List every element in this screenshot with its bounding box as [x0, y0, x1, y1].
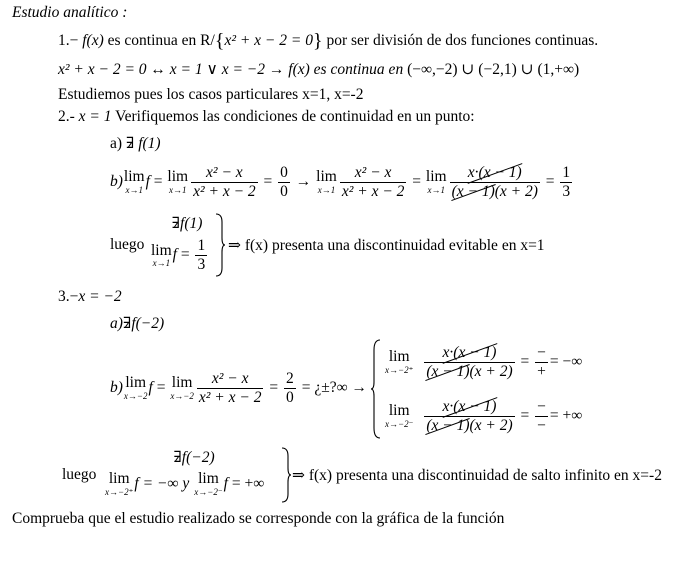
eq-sign: = — [516, 353, 534, 370]
lim-sub: x→1 — [427, 184, 445, 195]
eq-sign: = — [149, 173, 167, 190]
line2-eq: x² + x − 2 = 0 ↔ x = 1 ∨ x = −2 → f(x) — [58, 61, 310, 78]
eq-sign: = — [516, 407, 534, 424]
side-limit-minus — [384, 394, 582, 438]
cond-expr: f(1) — [180, 215, 203, 232]
fraction-one-third — [560, 164, 572, 201]
case2-b — [110, 366, 367, 410]
case1-num: 2.- — [58, 108, 75, 125]
frac-num: x² − x — [197, 370, 264, 389]
fraction-zero-zero — [278, 164, 290, 201]
case2-a-expr: f(−2) — [131, 315, 165, 332]
frac-den — [424, 417, 514, 435]
fraction-rational — [191, 164, 258, 201]
lim-word: lim — [151, 241, 172, 259]
frac-den: x² + x − 2 — [198, 388, 262, 406]
limit-x-to-minus2-b — [170, 375, 194, 401]
set-brace-close: } — [312, 30, 323, 52]
cond-limit — [150, 237, 214, 274]
case2-mid: = ¿±?∞ → — [301, 379, 368, 396]
fraction-one-third — [195, 237, 207, 274]
limit-x-to-1-c — [316, 169, 337, 195]
lim-sub: x→1 — [152, 258, 171, 269]
frac-den: 0 — [280, 182, 288, 200]
case2-a — [110, 314, 164, 333]
left-brace-icon — [370, 338, 382, 440]
case2-a-label: a) — [110, 315, 123, 332]
line1-fx: f(x) — [82, 32, 104, 49]
limit-left — [385, 403, 413, 429]
line1-text-b: por ser división de dos funciones continuas. — [326, 32, 599, 49]
lim-sub: x→1 — [168, 184, 187, 195]
f-symbol: f — [148, 379, 153, 396]
f-symbol: f — [172, 246, 177, 264]
limit-right — [385, 349, 413, 375]
case1-a-expr: f(1) — [138, 135, 161, 152]
lim-sub: x→−2 — [123, 390, 148, 401]
cond-text-1: = −∞ y — [142, 474, 190, 492]
cond-expr: f(−2) — [181, 449, 215, 466]
cond-not-exists — [150, 214, 214, 233]
remaining-factor: (x + 2) — [469, 362, 513, 380]
frac-den: + — [537, 362, 546, 380]
line-2 — [58, 60, 579, 79]
frac-den: 3 — [562, 182, 571, 200]
fraction-rational-2 — [340, 164, 407, 201]
result-minus-infinity: = −∞ — [549, 353, 583, 370]
case1-b-label: b) — [110, 173, 123, 190]
lim-sub: x→1 — [125, 184, 143, 195]
frac-num: x² − x — [191, 164, 258, 183]
lim-word: lim — [125, 374, 147, 392]
eq-sign: = — [265, 379, 282, 396]
eq-sign: = — [259, 173, 277, 190]
lim-word: lim — [425, 168, 447, 186]
frac-num: x² − x — [340, 164, 407, 183]
side-limit-plus — [384, 340, 582, 384]
footer-text: Comprueba que el estudio realizado se corresponde con la gráfica de la función — [12, 510, 505, 527]
frac-num — [450, 164, 540, 183]
limit-x-to-1 — [124, 169, 145, 195]
case2-b-label: b) — [110, 379, 123, 396]
line1-num: 1.− — [58, 32, 79, 49]
limit-x-to-1-d — [426, 169, 447, 195]
frac-den: − — [537, 416, 546, 434]
case2-var: x = −2 — [78, 288, 122, 305]
not-exists-icon: ∃ — [171, 215, 181, 232]
case2-luego-conditions — [104, 448, 284, 497]
case1-title — [58, 108, 475, 126]
lim-sub: x→1 — [317, 184, 336, 195]
cancelled-factor: x·(x − 1) — [467, 163, 522, 181]
fraction-factored — [450, 164, 540, 201]
case2-luego: luego — [62, 466, 97, 483]
limit-left — [194, 471, 222, 497]
remaining-factor: (x + 2) — [494, 182, 538, 200]
arrow: → — [291, 173, 316, 190]
frac-num: 1 — [562, 163, 571, 181]
frac-den: x² + x − 2 — [193, 182, 256, 200]
line1-set: x² + x − 2 = 0 — [224, 32, 313, 49]
frac-den: 0 — [285, 388, 294, 406]
lim-word: lim — [123, 168, 145, 186]
f-symbol: f — [134, 474, 139, 492]
heading-text: Estudio analítico — [12, 4, 119, 21]
eq-sign: = — [152, 379, 170, 396]
lim-sub: x→−2 — [170, 390, 194, 401]
cancelled-factor: (x − 1) — [451, 182, 495, 200]
frac-num: − — [537, 397, 546, 415]
lim-word: lim — [316, 168, 337, 186]
set-brace: { — [214, 30, 225, 52]
not-exists-icon: ∃ — [173, 449, 182, 466]
frac-den — [424, 363, 514, 381]
eq-sign: = — [541, 173, 559, 190]
cond-side-limits — [104, 471, 284, 497]
line1-text-a: es continua en R/ — [107, 32, 215, 49]
case2-conclusion: ⇒ f(x) presenta una discontinuidad de salto infinito en x=-2 — [292, 467, 662, 484]
lim-sub: x→−2⁻ — [385, 418, 414, 429]
frac-num — [424, 344, 514, 363]
case1-text: Verifiquemos las condiciones de continuidad en un punto: — [115, 108, 475, 125]
frac-num: 1 — [197, 237, 206, 254]
f-symbol: f — [223, 474, 228, 492]
not-exists-icon: ∃ — [125, 135, 135, 152]
limit-x-to-1-b — [167, 169, 188, 195]
lim-sub: x→−2⁺ — [385, 364, 414, 375]
line-1 — [58, 30, 598, 53]
result-plus-infinity: = +∞ — [549, 407, 583, 424]
line2-intervals: (−∞,−2) ∪ (−2,1) ∪ (1,+∞) — [407, 61, 580, 78]
case2-title — [58, 288, 122, 306]
frac-den: x² + x − 2 — [341, 182, 405, 200]
fraction-signs — [535, 398, 548, 435]
right-brace-icon — [280, 446, 292, 504]
case1-var: x = 1 — [78, 108, 112, 125]
remaining-factor: (x + 2) — [469, 416, 513, 434]
fraction-signs — [535, 344, 548, 381]
lim-word: lim — [108, 470, 130, 487]
fraction-rational — [197, 370, 264, 407]
frac-num: 2 — [285, 369, 294, 387]
lim-word: lim — [388, 348, 410, 366]
eq-sign: = — [408, 173, 425, 190]
cond-not-exists — [104, 448, 284, 467]
fraction-two-zero — [284, 370, 296, 407]
lim-word: lim — [171, 374, 193, 392]
eq-sign: = — [176, 246, 194, 264]
case1-luego-conditions — [150, 214, 214, 274]
limit-x-to-minus2 — [124, 375, 148, 401]
case2-num: 3.− — [58, 288, 79, 305]
fraction-factored — [424, 344, 514, 381]
case1-a-label: a) — [110, 135, 123, 152]
lim-sub: x→−2⁺ — [105, 486, 134, 497]
case1-luego: luego — [110, 236, 145, 253]
f-symbol: f — [145, 173, 150, 190]
cancelled-factor: (x − 1) — [426, 416, 470, 434]
lim-word: lim — [198, 470, 219, 487]
lim-word: lim — [167, 168, 189, 186]
case1-conclusion: ⇒ f(x) presenta una discontinuidad evitable en x=1 — [228, 237, 545, 254]
cancelled-factor: (x − 1) — [426, 362, 470, 380]
line-3: Estudiemos pues los casos particulares x=1, x=-2 — [58, 86, 364, 103]
limit-x-to-1-e — [151, 243, 172, 269]
frac-den: 3 — [197, 255, 206, 273]
frac-num: − — [537, 343, 546, 361]
not-exists-icon: ∃ — [122, 315, 132, 332]
fraction-factored — [424, 398, 514, 435]
heading-colon: : — [118, 4, 128, 21]
frac-num — [424, 398, 514, 417]
line2-text: es continua en — [313, 61, 404, 78]
case1-a — [110, 134, 161, 153]
lim-word: lim — [388, 402, 410, 420]
heading — [12, 4, 127, 22]
case1-b — [110, 160, 574, 204]
cond-text-2: = +∞ — [231, 474, 265, 492]
cancelled-factor: x·(x − 1) — [442, 397, 497, 415]
lim-sub: x→−2⁻ — [194, 486, 223, 497]
frac-den — [450, 183, 540, 201]
limit-right — [105, 471, 133, 497]
frac-num: 0 — [280, 163, 288, 181]
cancelled-factor: x·(x − 1) — [442, 343, 497, 361]
right-brace-icon — [214, 212, 226, 278]
